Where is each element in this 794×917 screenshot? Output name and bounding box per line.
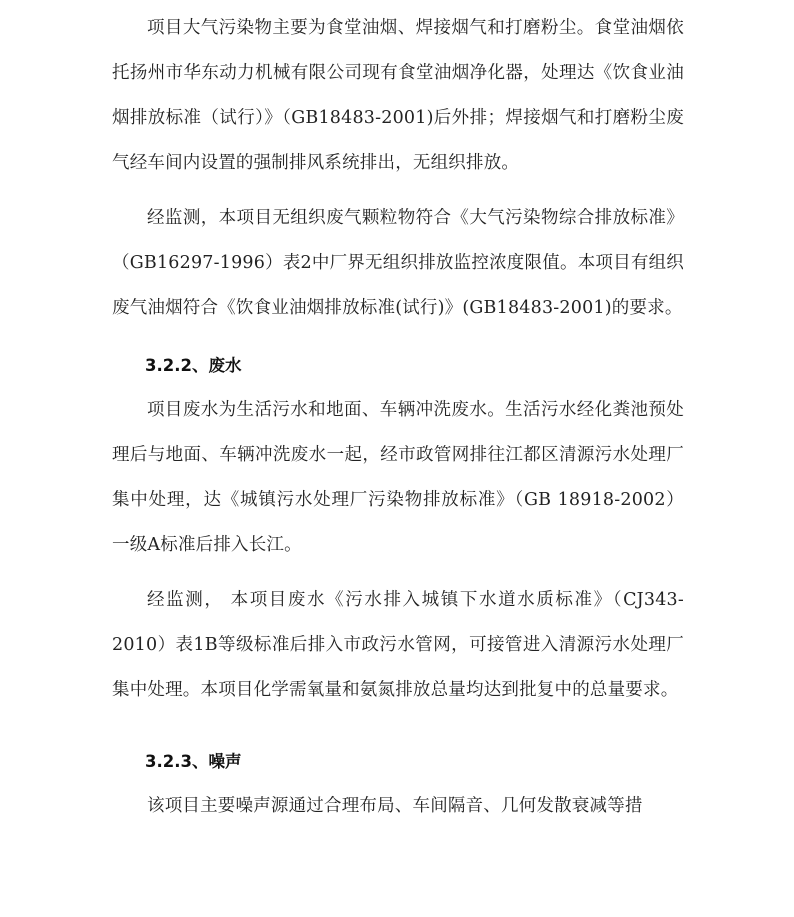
paragraph-air-pollution: 项目大气污染物主要为食堂油烟、焊接烟气和打磨粉尘。食堂油烟依托扬州市华东动力机械有限公司现有食堂油烟净化器，处理达《饮食业油烟排放标准（试行）》（GB18483-2001)后外排；焊接烟气和打磨粉尘废气经车间内设置的强制排风系统排出，无组织排放。 — [112, 18, 684, 173]
paragraph-noise-description: 该项目主要噪声源通过合理布局、车间隔音、几何发散衰减等措 — [147, 796, 643, 816]
heading-spacer — [112, 331, 684, 343]
paragraph-spacer-2 — [112, 568, 684, 578]
section-spacer — [112, 713, 684, 739]
section-heading-wastewater: 3.2.2、废水 — [145, 356, 242, 375]
paragraph-wastewater-monitoring: 经监测， 本项目废水《污水排入城镇下水道水质标准》（CJ343-2010）表1B等级标准后排入市政污水管网，可接管进入清源污水处理厂集中处理。本项目化学需氧量和氨氮排放总量均达到批复中的总量要求。 — [112, 590, 684, 700]
section-heading-noise: 3.2.3、噪声 — [145, 752, 242, 771]
document-body — [112, 0, 684, 829]
paragraph-wastewater-description: 项目废水为生活污水和地面、车辆冲洗废水。生活污水经化粪池预处理后与地面、车辆冲洗废水一起，经市政管网排往江都区清源污水处理厂集中处理，达《城镇污水处理厂污染物排放标准》（GB 18918-2002）一级A标准后排入长江。 — [112, 400, 684, 555]
paragraph-spacer — [112, 186, 684, 196]
paragraph-air-monitoring: 经监测，本项目无组织废气颗粒物符合《大气污染物综合排放标准》（GB16297-1996）表2中厂界无组织排放监控浓度限值。本项目有组织废气油烟符合《饮食业油烟排放标准(试行)》(GB18483-2001)的要求。 — [112, 208, 684, 318]
